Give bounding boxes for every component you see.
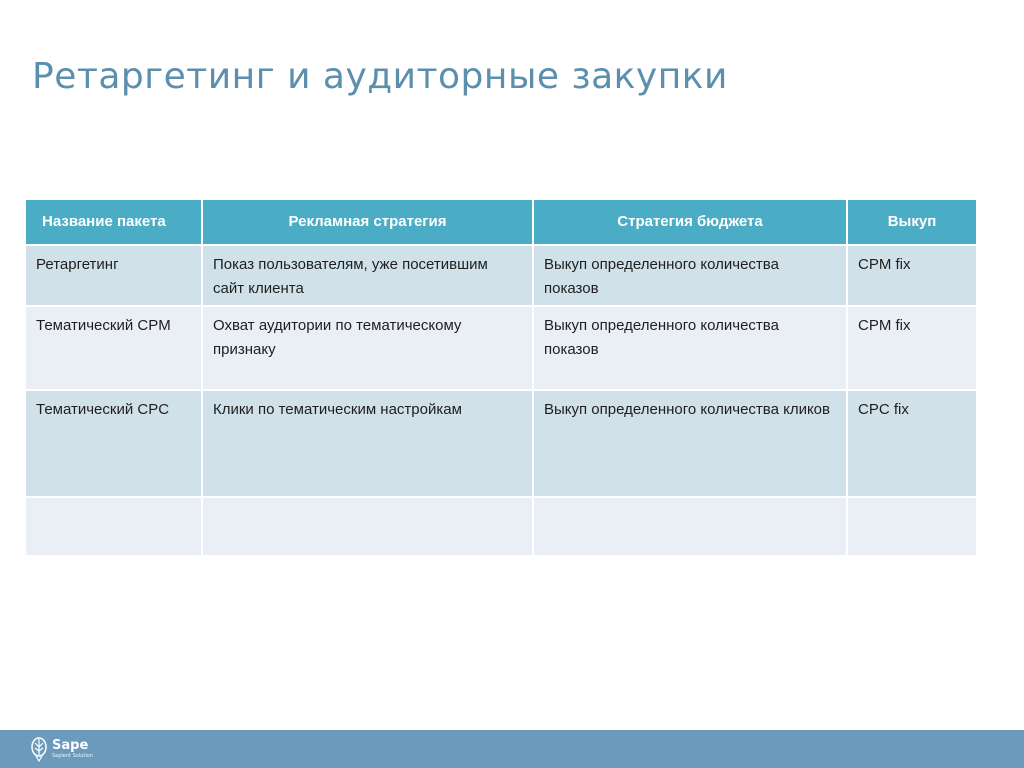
cell-package-name: Ретаргетинг xyxy=(25,245,202,306)
cell-buyout: CPM fix xyxy=(847,306,977,390)
cell-buyout: CPM fix xyxy=(847,245,977,306)
cell-package-name xyxy=(25,497,202,556)
cell-budget-strategy: Выкуп определенного количества показов xyxy=(533,306,847,390)
logo-tagline: Sapient Solution xyxy=(52,752,93,759)
column-header-buyout: Выкуп xyxy=(847,199,977,245)
slide-title: Ретаргетинг и аудиторные закупки xyxy=(32,56,728,97)
cell-buyout: CPC fix xyxy=(847,390,977,497)
column-header-ad-strategy: Рекламная стратегия xyxy=(202,199,533,245)
table-row xyxy=(25,245,977,306)
cell-budget-strategy: Выкуп определенного количества кликов xyxy=(533,390,847,497)
column-header-package-name: Название пакета xyxy=(25,199,202,245)
sape-logo xyxy=(30,734,93,764)
cell-package-name: Тематический CPM xyxy=(25,306,202,390)
cell-ad-strategy: Охват аудитории по тематическому признаку xyxy=(202,306,533,390)
sape-logo-icon xyxy=(30,736,48,762)
footer-bar xyxy=(0,730,1024,768)
table-row xyxy=(25,306,977,390)
table-header-row xyxy=(25,199,977,245)
packages-table xyxy=(24,198,978,557)
cell-budget-strategy: Выкуп определенного количества показов xyxy=(533,245,847,306)
logo-name: Sape xyxy=(52,737,89,753)
cell-ad-strategy xyxy=(202,497,533,556)
table-row-empty xyxy=(25,497,977,556)
cell-ad-strategy: Показ пользователям, уже посетившим сайт клиента xyxy=(202,245,533,306)
table-row xyxy=(25,390,977,497)
cell-budget-strategy xyxy=(533,497,847,556)
cell-package-name: Тематический CPC xyxy=(25,390,202,497)
cell-ad-strategy: Клики по тематическим настройкам xyxy=(202,390,533,497)
cell-buyout xyxy=(847,497,977,556)
column-header-budget-strategy: Стратегия бюджета xyxy=(533,199,847,245)
